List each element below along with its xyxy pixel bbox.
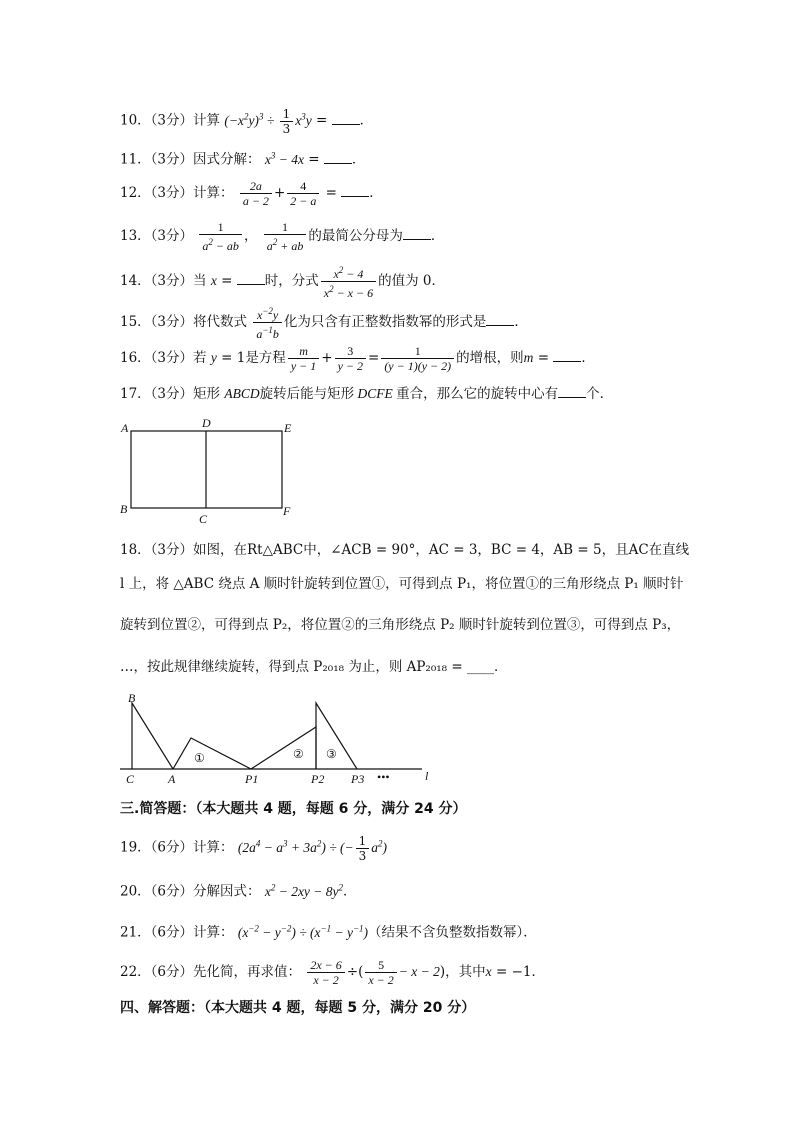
q17-tail-text: 个． <box>586 386 614 402</box>
section-3-heading: 三.简答题：（本大题共 4 题，每题 6 分，满分 24 分） <box>120 801 467 817</box>
q22-text: 先化简，再求值： <box>193 964 302 980</box>
q14-text: 当 <box>193 273 207 289</box>
q16-mid-text: 是方程 <box>245 350 286 366</box>
q20-number: 20．（6分） <box>120 883 194 900</box>
q22-number: 22．（6分） <box>120 964 194 980</box>
q16-number: 16．（3分） <box>120 350 194 366</box>
q14-number: 14．（3分） <box>120 273 194 289</box>
question-18-line-4: …，按此规律继续旋转，得到点 P₂₀₁₈ 为止，则 AP₂₀₁₈ = ____． <box>120 659 508 675</box>
question-17: 17．（3分）矩形 ABCD旋转后能与矩形 DCFE 重合，那么它的旋转中心有 个． <box>120 386 614 402</box>
label-p1: P1 <box>245 772 259 786</box>
q11-answer-blank <box>324 151 352 164</box>
label-l: l <box>425 769 429 783</box>
q10-answer-blank <box>332 112 360 125</box>
q17-number: 17．（3分） <box>120 386 194 402</box>
q16-fraction-3: $\frac{1}{(y - 1)(y - 2)}$ <box>381 344 454 373</box>
question-18-line-1: 18．（3分）如图，在Rt△ABC中，∠ACB = 90°，AC = 3，BC = 4，AB = 5，且AC在直线 <box>120 542 690 558</box>
continuation-dots: ••• <box>377 770 390 784</box>
label-c: C <box>199 512 208 526</box>
q16-tail-text: 的增根，则 <box>456 350 524 366</box>
q15-tail-text: 化为只含有正整数指数幂的形式是 <box>283 314 487 330</box>
q14-mid-text: 时，分式 <box>264 273 319 289</box>
q20-expression: $x^2 - 2xy - 8y^2$ <box>264 882 344 899</box>
question-11: 11．（3分）因式分解： $x^3 - 4x$ = ． <box>120 150 366 168</box>
q15-fraction: $\frac{x^{-2}y}{a^{-1}b}$ <box>253 304 282 341</box>
label-e: E <box>284 421 292 435</box>
q11-expression: $x^3 - 4x$ <box>264 150 304 167</box>
q13-fraction-1: $\frac{1}{a^2 - ab}$ <box>199 220 242 253</box>
question-22: 22．（6分）先化简，再求值： $\frac{2x - 6}{x - 2}$ ÷( $\frac{5}{x - 2}$ − x − 2)，其中x = −1． <box>120 958 545 987</box>
question-18-line-3: 旋转到位置②，可得到点 P₂，将位置②的三角形绕点 P₂ 顺时针旋转到位置③，可得到点 P₃， <box>120 617 681 633</box>
question-13: 13．（3分） $\frac{1}{a^2 - ab}$ ， $\frac{1}{a^2 + ab}$ 的最简公分母为 ． <box>120 220 445 253</box>
q11-text: 因式分解： <box>193 151 261 168</box>
question-18-line-2: l 上，将 △ABC 绕点 A 顺时针旋转到位置①，可得到点 P₁，将位置①的三角形绕点 P₁ 顺时针 <box>120 576 684 592</box>
q14-tail-text: 的值为 0． <box>378 273 445 289</box>
circle-label-1: ① <box>194 751 205 765</box>
q21-tail-text: （结果不含负整数指数幂）． <box>368 924 537 941</box>
q12-answer-blank <box>341 184 369 197</box>
question-21 <box>120 918 537 943</box>
q12-text: 计算： <box>193 185 234 201</box>
q20-text: 分解因式： <box>193 883 261 900</box>
q13-number: 13．（3分） <box>120 228 194 244</box>
q21-number: 21．（6分） <box>120 924 194 941</box>
question-19: 19．（6分）计算： $(2a^4 - a^3 + 3a^2)$ ÷ (− $\frac{1}{3}$ $a^2$) <box>120 833 387 863</box>
q11-number: 11．（3分） <box>120 151 194 168</box>
label-a: A <box>168 772 176 786</box>
q21-expression: $(x^{-2} - y^{-2}) \div (x^{-1} - y^{-1})$ <box>237 923 369 940</box>
figure-18-rotations <box>112 688 442 793</box>
q16-text: 若 <box>193 350 207 366</box>
question-12: 12．（3分）计算： $\frac{2a}{a - 2}$ + $\frac{4}{2 - a}$ = ． <box>120 179 383 208</box>
label-p3: P3 <box>351 772 365 786</box>
q22-fraction-2: $\frac{5}{x - 2}$ <box>365 958 396 987</box>
q12-fraction-2: $\frac{4}{2 - a}$ <box>287 179 319 208</box>
q19-expression: $(2a^4 - a^3 + 3a^2)$ ÷ (− <box>237 838 354 855</box>
question-16: 16．（3分）若 y = 1是方程 $\frac{m}{y - 1}$ + $\frac{3}{y - 2}$ = $\frac{1}{(y - 1)(y - 2)}$ 的增根，则m = ． <box>120 344 595 373</box>
q12-number: 12．（3分） <box>120 185 194 201</box>
circle-label-3: ③ <box>326 747 337 761</box>
q10-fraction: $\frac{1}{3}$ <box>280 107 294 136</box>
q17-text: 矩形 <box>193 386 221 402</box>
q16-fraction-2: $\frac{3}{y - 2}$ <box>335 344 366 373</box>
q13-fraction-2: $\frac{1}{a^2 + ab}$ <box>264 220 307 253</box>
label-a: A <box>121 421 129 435</box>
question-15: 15．（3分）将代数式 $\frac{x^{-2}y}{a^{-1}b}$ 化为只含有正整数指数幂的形式是 ． <box>120 306 528 341</box>
q10-expression: $(-x^2y)^3$ ÷ <box>224 111 278 128</box>
q14-fraction: $\frac{x^2 - 4}{x^2 - x - 6}$ <box>321 263 376 300</box>
q13-text: 的最简公分母为 <box>308 228 403 244</box>
q16-fraction-1: $\frac{m}{y - 1}$ <box>288 344 319 373</box>
question-14: 14．（3分）当 x = 时，分式 $\frac{x^2 - 4}{x^2 - x - 6}$ 的值为 0． <box>120 265 445 300</box>
label-b: B <box>120 502 128 516</box>
q19-fraction: $\frac{1}{3}$ <box>356 834 370 863</box>
q15-number: 15．（3分） <box>120 314 194 330</box>
label-c: C <box>126 772 135 786</box>
label-f: F <box>283 504 291 518</box>
q12-fraction-1: $\frac{2a}{a - 2}$ <box>240 179 272 208</box>
q22-tail-text: ，其中 <box>445 964 486 980</box>
q10-number: 10．（3分） <box>120 112 194 129</box>
circle-label-2: ② <box>293 747 304 761</box>
q15-answer-blank <box>486 313 514 326</box>
label-d: D <box>202 416 211 430</box>
label-b: B <box>128 691 136 705</box>
figure-17-rectangles <box>112 415 302 527</box>
q19-number: 19．（6分） <box>120 839 194 856</box>
triangle-original <box>132 703 173 769</box>
q16-answer-blank <box>553 349 581 362</box>
q19-text: 计算： <box>193 839 234 856</box>
q17-mid-text-2: 重合，那么它的旋转中心有 <box>396 386 559 402</box>
q13-answer-blank <box>403 227 431 240</box>
section-4-heading: 四、解答题：（本大题共 4 题，每题 5 分，满分 20 分） <box>120 1000 476 1016</box>
q22-fraction-1: $\frac{2x - 6}{x - 2}$ <box>307 958 344 987</box>
q10-text: 计算 <box>193 112 221 129</box>
question-10: 10．（3分）计算 $(-x^2y)^3$ ÷ $\frac{1}{3}$ $x^3y$ = ． <box>120 106 374 136</box>
q17-answer-blank <box>558 385 586 398</box>
triangle-position-2 <box>251 727 316 769</box>
label-p2: P2 <box>311 772 325 786</box>
q14-answer-blank <box>237 272 265 285</box>
triangle-position-1 <box>173 738 251 769</box>
q15-text: 将代数式 <box>193 314 248 330</box>
question-20: 20．（6分）分解因式： $x^2 - 2xy - 8y^2$． <box>120 882 357 900</box>
q21-text: 计算： <box>193 924 234 941</box>
q17-mid-text-1: 旋转后能与矩形 <box>259 386 355 402</box>
